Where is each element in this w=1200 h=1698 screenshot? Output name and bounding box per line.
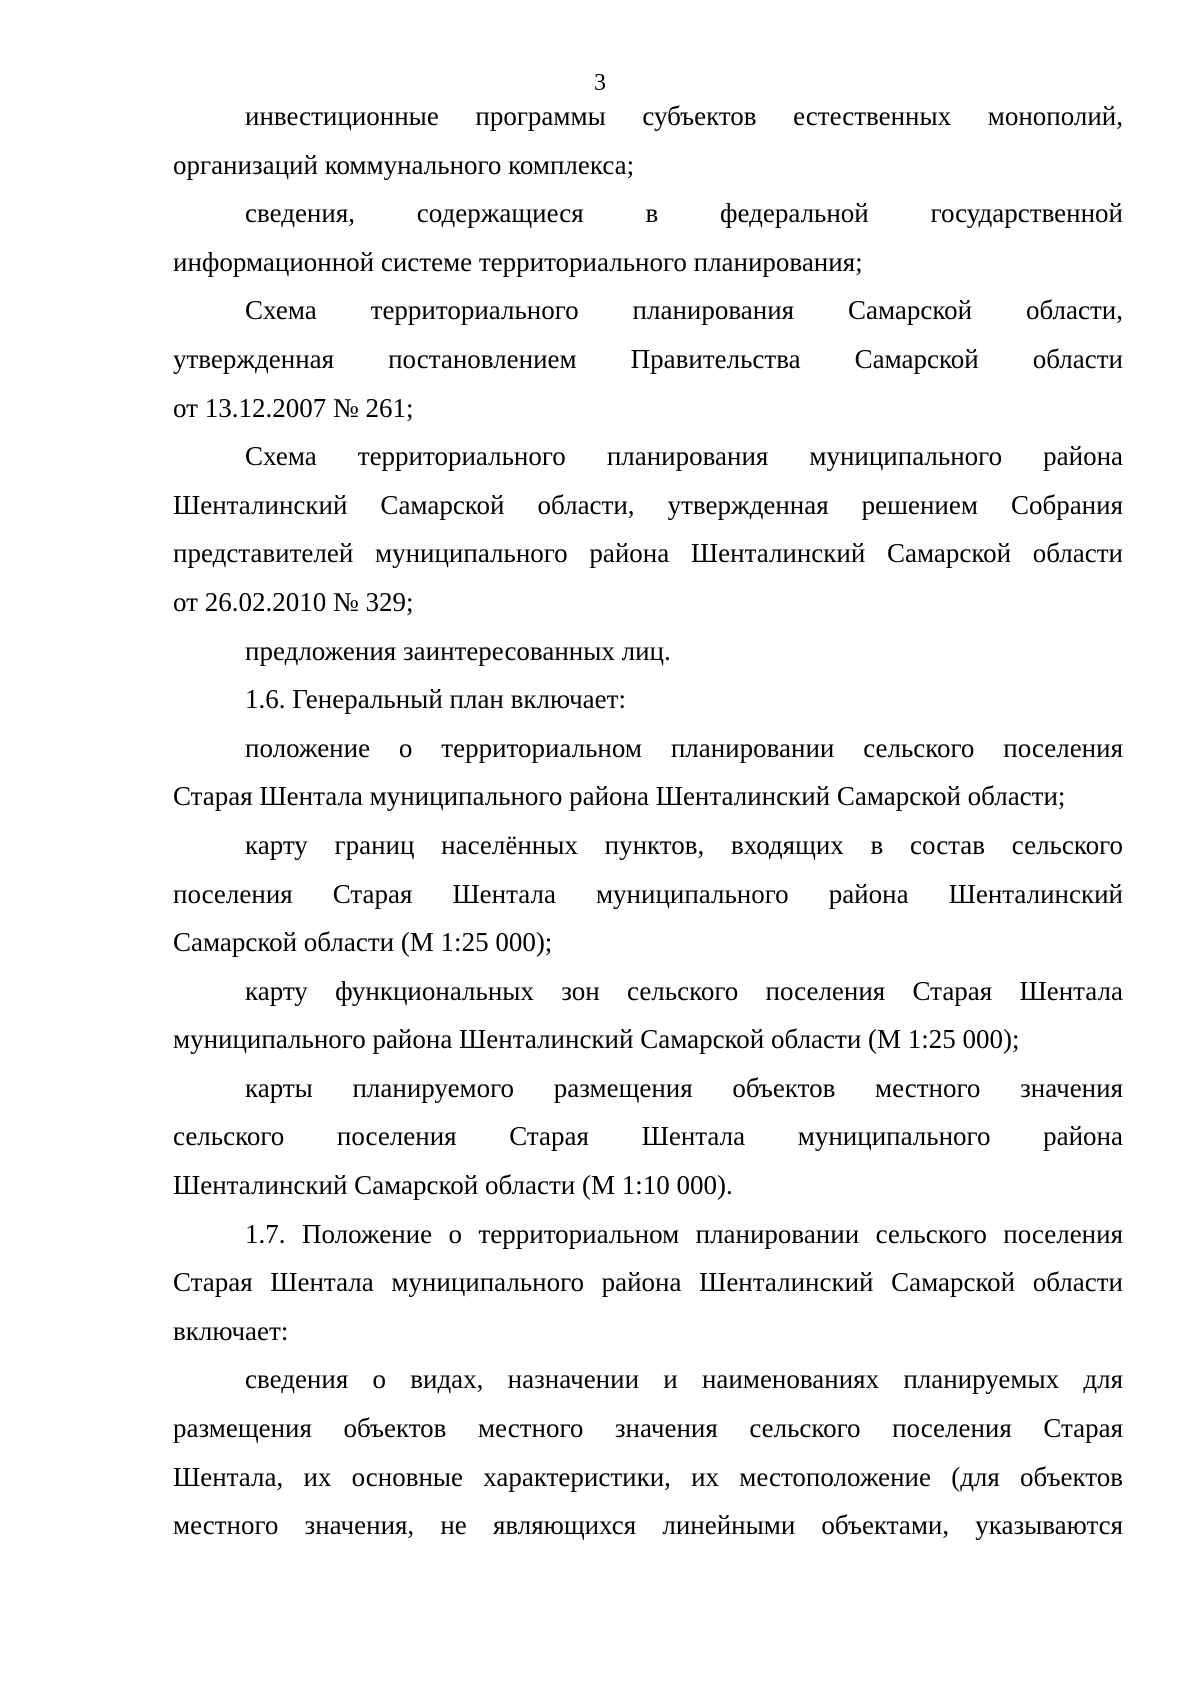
text-line: 1.7. Положение о территориальном планировании сельского поселения bbox=[245, 1218, 1123, 1249]
text-line: карты планируемого размещения объектов местного значения bbox=[245, 1072, 1123, 1103]
text-line: Схема территориального планирования муниципального района bbox=[245, 441, 1123, 472]
paragraph bbox=[173, 1219, 1123, 1365]
text-line: информационной системе территориального планирования; bbox=[173, 246, 863, 277]
paragraph bbox=[173, 684, 1123, 733]
page-number: 3 bbox=[594, 70, 606, 96]
text-line: Старая Шентала муниципального района Шенталинский Самарской области; bbox=[173, 781, 1066, 812]
text-line: размещения объектов местного значения сельского поселения Старая bbox=[173, 1413, 1123, 1444]
paragraph bbox=[173, 733, 1123, 830]
paragraph bbox=[173, 295, 1123, 441]
text-line: инвестиционные программы субъектов естественных монополий, bbox=[245, 101, 1123, 131]
text-line: сведения, содержащиеся в федеральной государственной bbox=[245, 198, 1123, 229]
text-line: сведения о видах, назначении и наименованиях планируемых для bbox=[245, 1364, 1123, 1395]
text-line: утвержденная постановлением Правительства Самарской области bbox=[173, 343, 1123, 374]
text-line: поселения Старая Шентала муниципального района Шенталинский bbox=[173, 878, 1123, 909]
text-line: от 26.02.2010 № 329; bbox=[173, 586, 414, 617]
text-line: представителей муниципального района Шенталинский Самарской области bbox=[173, 538, 1123, 569]
text-line: карту функциональных зон сельского поселения Старая Шентала bbox=[245, 975, 1123, 1006]
text-line: Самарской области (М 1:25 000); bbox=[173, 927, 553, 958]
text-line: предложения заинтересованных лиц. bbox=[245, 635, 671, 666]
text-line: 1.6. Генеральный план включает: bbox=[245, 684, 626, 715]
paragraph bbox=[173, 101, 1123, 198]
text-line: включает: bbox=[173, 1315, 289, 1346]
paragraph bbox=[173, 198, 1123, 295]
text-line: положение о территориальном планировании сельского поселения bbox=[245, 732, 1123, 763]
paragraph bbox=[173, 976, 1123, 1073]
text-line: местного значения, не являющихся линейными объектами, указываются bbox=[173, 1510, 1123, 1541]
document-body bbox=[173, 101, 1123, 1559]
text-line: Старая Шентала муниципального района Шенталинский Самарской области bbox=[173, 1267, 1123, 1298]
text-line: Шенталинский Самарской области (М 1:10 000). bbox=[173, 1170, 733, 1201]
paragraph bbox=[173, 830, 1123, 976]
paragraph bbox=[173, 1364, 1123, 1558]
paragraph bbox=[173, 1073, 1123, 1219]
text-line: организаций коммунального комплекса; bbox=[173, 149, 635, 180]
text-line: муниципального района Шенталинский Самарской области (М 1:25 000); bbox=[173, 1024, 1020, 1055]
text-line: Схема территориального планирования Самарской области, bbox=[245, 295, 1123, 326]
text-line: Шенталинский Самарской области, утвержденная решением Собрания bbox=[173, 489, 1123, 520]
text-line: от 13.12.2007 № 261; bbox=[173, 392, 414, 423]
text-line: Шентала, их основные характеристики, их местоположение (для объектов bbox=[173, 1461, 1123, 1492]
paragraph bbox=[173, 441, 1123, 635]
text-line: карту границ населённых пунктов, входящих в состав сельского bbox=[245, 829, 1123, 860]
paragraph bbox=[173, 636, 1123, 685]
text-line: сельского поселения Старая Шентала муниципального района bbox=[173, 1121, 1123, 1152]
